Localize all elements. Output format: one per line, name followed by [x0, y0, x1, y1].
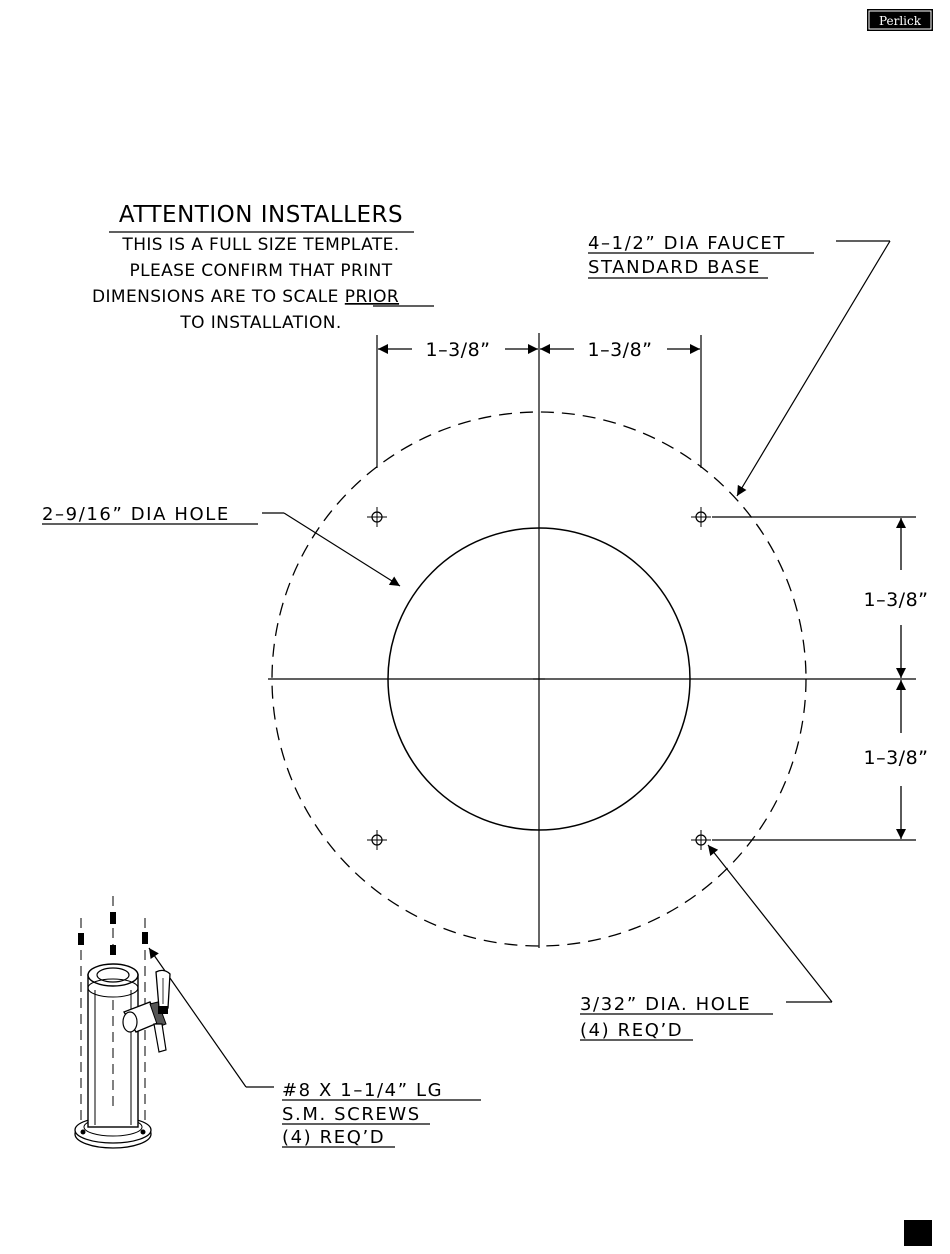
attention-title: ATTENTION INSTALLERS	[118, 202, 404, 228]
callout-small-hole-line-1: 3/32” DIA. HOLE	[580, 994, 752, 1015]
callout-small-hole-leader	[708, 845, 832, 1002]
dimension-right-upper: 1–3/8”	[863, 589, 929, 611]
callout-screws-line-3: (4) REQ’D	[282, 1127, 386, 1148]
logo-text: Perlick	[878, 14, 922, 28]
screw-hole-top-right	[691, 507, 711, 527]
attention-emphasis: PRIOR	[344, 287, 400, 307]
callout-screws-leader	[149, 948, 274, 1087]
screw-hole-bottom-right	[691, 830, 711, 850]
beer-tower-illustration	[75, 896, 170, 1148]
attention-line-1: THIS IS A FULL SIZE TEMPLATE.	[122, 235, 400, 255]
callout-faucet-base-line-1: 4–1/2” DIA FAUCET	[588, 233, 786, 254]
screw-hole-top-left	[367, 507, 387, 527]
attention-block	[92, 202, 434, 333]
callout-faucet-base-leader	[737, 241, 890, 496]
dimension-right-lower: 1–3/8”	[863, 747, 929, 769]
callout-screws-line-2: S.M. SCREWS	[282, 1104, 421, 1125]
callout-center-hole: 2–9/16” DIA HOLE	[42, 504, 230, 525]
callout-screws-line-1: #8 X 1–1/4” LG	[282, 1080, 444, 1101]
dimension-top-left: 1–3/8”	[425, 339, 491, 361]
attention-line-4: TO INSTALLATION.	[180, 313, 342, 333]
callout-center-hole-leader	[262, 513, 400, 586]
attention-line-3	[92, 287, 399, 307]
dimension-top-right: 1–3/8”	[587, 339, 653, 361]
registration-mark	[904, 1220, 932, 1246]
perlick-logo	[867, 9, 933, 31]
attention-line-3-text: DIMENSIONS ARE TO SCALE	[92, 287, 339, 307]
callout-faucet-base-line-2: STANDARD BASE	[588, 257, 762, 278]
callout-small-hole-line-2: (4) REQ’D	[580, 1020, 684, 1041]
attention-line-2: PLEASE CONFIRM THAT PRINT	[129, 261, 393, 281]
screw-hole-bottom-left	[367, 830, 387, 850]
